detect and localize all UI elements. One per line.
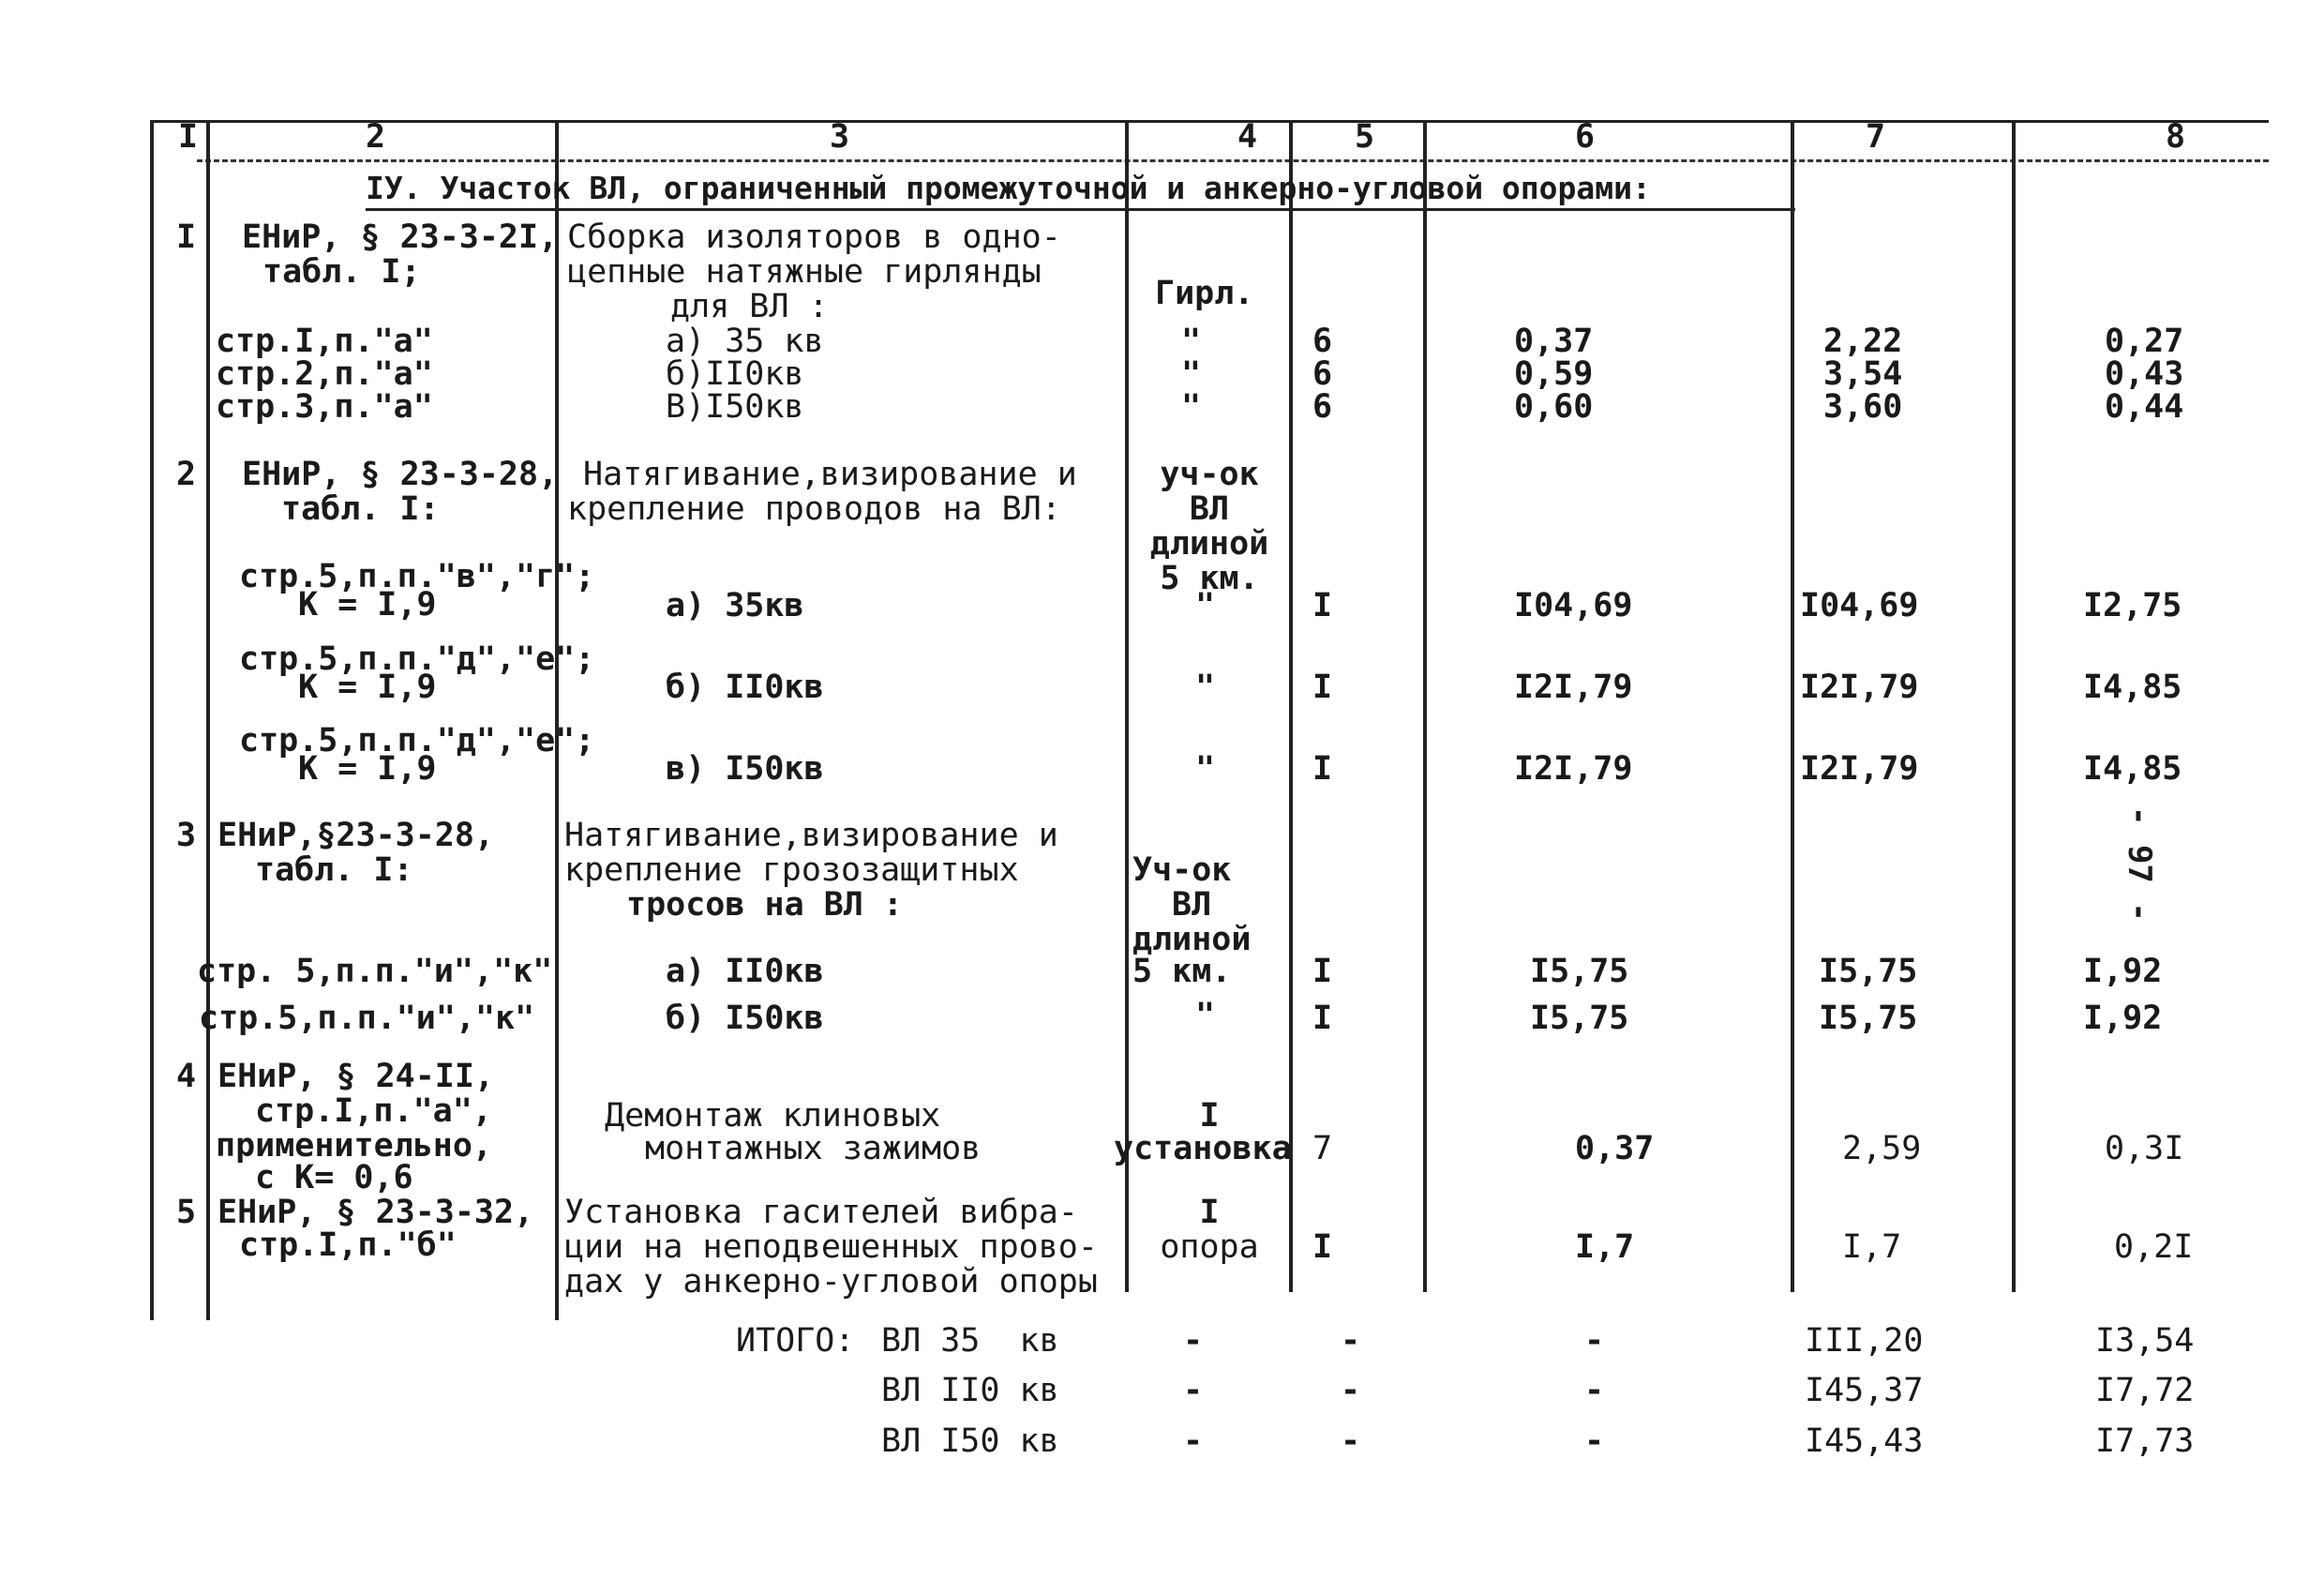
row-unit: Гирл. bbox=[1155, 275, 1254, 312]
sub-col8: I4,85 bbox=[2083, 669, 2182, 706]
row-reference: с К= 0,6 bbox=[255, 1159, 413, 1196]
sub-total: I2I,79 bbox=[1800, 750, 1919, 788]
sub-reference: стр. 5,п.п."и","к" bbox=[197, 953, 553, 990]
sub-total: I5,75 bbox=[1819, 1000, 1918, 1037]
sub-quantity: I bbox=[1312, 1000, 1333, 1037]
totals-line-c6: - bbox=[1584, 1422, 1605, 1460]
row-description: дах у анкерно-угловой опоры bbox=[564, 1263, 1098, 1301]
col-line-1 bbox=[206, 120, 210, 1320]
sub-norm: I2I,79 bbox=[1514, 669, 1633, 706]
sub-item: б)II0кв bbox=[666, 355, 804, 393]
sub-norm: 0,37 bbox=[1514, 323, 1594, 360]
row-reference: табл. I: bbox=[281, 490, 440, 528]
header-col-6: 6 bbox=[1575, 118, 1596, 156]
sub-norm: I5,75 bbox=[1530, 1000, 1629, 1037]
row-unit: Уч-ок bbox=[1132, 851, 1232, 889]
header-top-rule bbox=[150, 120, 2269, 123]
sub-reference: стр.5,п.п."д","е"; bbox=[239, 722, 595, 759]
sub-item: б) II0кв bbox=[666, 669, 824, 706]
sub-quantity: I bbox=[1312, 953, 1333, 990]
totals-line-c5: - bbox=[1341, 1372, 1361, 1409]
totals-line-name: ВЛ I50 кв bbox=[881, 1422, 1059, 1460]
row-reference: ЕНиР,§23-3-28, bbox=[217, 817, 495, 854]
row-col8: 0,2I bbox=[2114, 1228, 2194, 1266]
row-number: 2 bbox=[176, 456, 197, 493]
row-quantity: 7 bbox=[1312, 1130, 1333, 1167]
totals-line-c8: I3,54 bbox=[2095, 1322, 2195, 1360]
sub-col8: 0,43 bbox=[2105, 355, 2184, 393]
row-description: Установка гасителей вибра- bbox=[564, 1194, 1078, 1231]
row-unit: длиной bbox=[1132, 921, 1252, 958]
col-line-0 bbox=[150, 120, 154, 1320]
sub-total: I04,69 bbox=[1800, 587, 1919, 624]
sub-col8: 0,44 bbox=[2105, 388, 2184, 426]
col-line-6 bbox=[1791, 120, 1794, 1292]
sub-item: а) 35 кв bbox=[666, 323, 824, 360]
sub-unit: " bbox=[1195, 587, 1216, 624]
totals-label: ИТОГО: bbox=[736, 1322, 855, 1360]
sub-unit: " bbox=[1181, 355, 1202, 393]
header-col-7: 7 bbox=[1866, 118, 1886, 156]
sub-total: 2,22 bbox=[1823, 323, 1903, 360]
row-unit: 5 км. bbox=[1132, 953, 1232, 990]
header-col-1: I bbox=[178, 118, 199, 156]
sub-reference: стр.2,п."а" bbox=[216, 355, 433, 393]
sub-item: В)I50кв bbox=[666, 388, 804, 426]
row-reference: стр.I,п."а", bbox=[255, 1092, 492, 1130]
header-bottom-rule bbox=[197, 159, 2269, 162]
sub-reference: К = I,9 bbox=[298, 669, 437, 706]
sub-item: а) 35кв bbox=[666, 587, 804, 624]
totals-line-c6: - bbox=[1584, 1322, 1605, 1360]
row-number: 3 bbox=[176, 817, 197, 854]
row-description: монтажных зажимов bbox=[645, 1130, 982, 1167]
row-total: I,7 bbox=[1842, 1228, 1902, 1266]
totals-line-c7: I45,43 bbox=[1805, 1422, 1924, 1460]
col-line-2 bbox=[555, 120, 559, 1320]
row-reference: применительно, bbox=[216, 1127, 493, 1165]
sub-col8: I2,75 bbox=[2083, 587, 2182, 624]
row-description: крепление проводов на ВЛ: bbox=[567, 490, 1061, 528]
header-col-4: 4 bbox=[1237, 118, 1258, 156]
sub-unit: " bbox=[1195, 669, 1216, 706]
sub-col8: I4,85 bbox=[2083, 750, 2182, 788]
totals-line-c7: I45,37 bbox=[1805, 1372, 1924, 1409]
sub-norm: 0,59 bbox=[1514, 355, 1594, 393]
row-unit: ВЛ bbox=[1189, 490, 1230, 528]
sub-quantity: I bbox=[1312, 750, 1333, 788]
header-col-2: 2 bbox=[366, 118, 386, 156]
totals-line-c4: - bbox=[1183, 1372, 1204, 1409]
row-description: для ВЛ : bbox=[670, 288, 829, 325]
totals-line-name: ВЛ 35 кв bbox=[881, 1322, 1059, 1360]
sub-total: 3,54 bbox=[1823, 355, 1903, 393]
sub-norm: 0,60 bbox=[1514, 388, 1594, 426]
row-reference: ЕНиР, § 24-II, bbox=[217, 1058, 495, 1095]
row-unit: опора bbox=[1160, 1228, 1259, 1266]
sub-quantity: 6 bbox=[1312, 323, 1333, 360]
row-unit: I bbox=[1199, 1097, 1220, 1135]
sub-reference: К = I,9 bbox=[298, 586, 437, 624]
row-unit: I bbox=[1199, 1194, 1220, 1231]
sub-quantity: 6 bbox=[1312, 355, 1333, 393]
row-description: ции на неподвешенных прово- bbox=[564, 1228, 1098, 1266]
sub-norm: I5,75 bbox=[1530, 953, 1629, 990]
totals-line-c4: - bbox=[1183, 1322, 1204, 1360]
row-norm: I,7 bbox=[1575, 1228, 1635, 1266]
sub-total: I2I,79 bbox=[1800, 669, 1919, 706]
row-description: крепление грозозащитных bbox=[564, 851, 1019, 889]
sub-unit: " bbox=[1181, 388, 1202, 426]
row-number: 5 bbox=[176, 1194, 197, 1231]
row-description: тросов на ВЛ : bbox=[626, 886, 904, 924]
header-col-8: 8 bbox=[2166, 118, 2186, 156]
sub-item: а) II0кв bbox=[666, 953, 824, 990]
sub-col8: 0,27 bbox=[2105, 323, 2184, 360]
sub-total: 3,60 bbox=[1823, 388, 1903, 426]
row-description: Сборка изоляторов в одно- bbox=[567, 218, 1061, 256]
sub-col8: I,92 bbox=[2083, 1000, 2163, 1037]
sub-item: б) I50кв bbox=[666, 1000, 824, 1037]
totals-line-c5: - bbox=[1341, 1422, 1361, 1460]
row-description: Демонтаж клиновых bbox=[605, 1097, 941, 1135]
row-unit: длиной bbox=[1149, 525, 1269, 563]
row-unit: ВЛ bbox=[1172, 886, 1212, 924]
row-unit: уч-ок bbox=[1160, 456, 1259, 493]
sub-unit: " bbox=[1195, 997, 1216, 1034]
sub-reference: стр.5,п.п."в","г"; bbox=[239, 558, 595, 595]
sub-norm: I04,69 bbox=[1514, 587, 1633, 624]
sub-reference: стр.3,п."а" bbox=[216, 388, 433, 426]
row-reference: стр.I,п."б" bbox=[239, 1226, 457, 1264]
col-line-7 bbox=[2012, 120, 2016, 1292]
row-unit: установка bbox=[1114, 1130, 1292, 1167]
sub-reference: стр.5,п.п."и","к" bbox=[199, 1000, 535, 1037]
sub-norm: I2I,79 bbox=[1514, 750, 1633, 788]
sub-unit: " bbox=[1195, 750, 1216, 788]
col-line-5 bbox=[1423, 120, 1427, 1292]
totals-line-c7: III,20 bbox=[1805, 1322, 1924, 1360]
row-total: 2,59 bbox=[1842, 1130, 1922, 1167]
row-reference: табл. I; bbox=[262, 253, 421, 291]
sub-quantity: I bbox=[1312, 669, 1333, 706]
row-reference: ЕНиР, § 23-3-2I, bbox=[242, 218, 559, 256]
sub-reference: стр.I,п."а" bbox=[216, 323, 433, 360]
header-col-5: 5 bbox=[1355, 118, 1375, 156]
totals-line-c8: I7,72 bbox=[2095, 1372, 2195, 1409]
sub-unit: " bbox=[1181, 323, 1202, 360]
sub-total: I5,75 bbox=[1819, 953, 1918, 990]
sub-reference: К = I,9 bbox=[298, 750, 437, 788]
row-reference: ЕНиР, § 23-3-28, bbox=[242, 456, 559, 493]
sub-quantity: 6 bbox=[1312, 388, 1333, 426]
totals-line-name: ВЛ II0 кв bbox=[881, 1372, 1059, 1409]
row-reference: ЕНиР, § 23-3-32, bbox=[217, 1194, 534, 1231]
row-description: Натягивание,визирование и bbox=[583, 456, 1077, 493]
sub-reference: стр.5,п.п."д","е"; bbox=[239, 640, 595, 678]
row-unit: 5 км. bbox=[1160, 560, 1259, 597]
row-number: 4 bbox=[176, 1058, 197, 1095]
totals-line-c4: - bbox=[1183, 1422, 1204, 1460]
totals-line-c8: I7,73 bbox=[2095, 1422, 2195, 1460]
row-reference: табл. I: bbox=[255, 851, 413, 889]
totals-line-c6: - bbox=[1584, 1372, 1605, 1409]
header-col-3: 3 bbox=[830, 118, 850, 156]
row-quantity: I bbox=[1312, 1228, 1333, 1266]
totals-line-c5: - bbox=[1341, 1322, 1361, 1360]
section-title: IУ. Участок ВЛ, ограниченный промежуточной и анкерно-угловой опорами: bbox=[366, 170, 1651, 206]
row-norm: 0,37 bbox=[1575, 1130, 1655, 1167]
row-description: Натягивание,визирование и bbox=[564, 817, 1058, 854]
sub-quantity: I bbox=[1312, 587, 1333, 624]
sub-item: в) I50кв bbox=[666, 750, 824, 788]
row-number: I bbox=[176, 218, 197, 256]
page-number: - 97 - bbox=[2121, 806, 2158, 922]
sub-col8: I,92 bbox=[2083, 953, 2163, 990]
row-col8: 0,3I bbox=[2105, 1130, 2184, 1167]
row-description: цепные натяжные гирлянды bbox=[567, 253, 1042, 291]
section-title-underline bbox=[366, 208, 1795, 211]
